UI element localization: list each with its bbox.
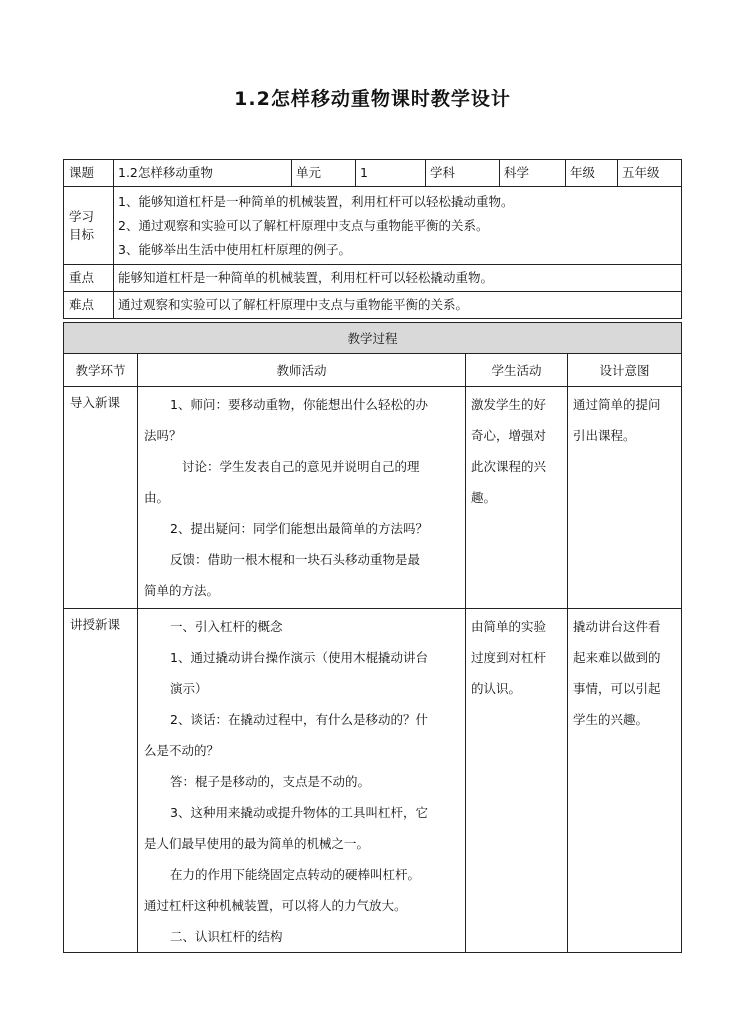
goals-label: [64, 187, 114, 265]
teacher-line: 是人们最早使用的最为简单的机械之一。: [144, 836, 370, 851]
teacher-activity-cell: [138, 609, 466, 953]
teacher-line: 答：棍子是移动的，支点是不动的。: [170, 774, 371, 789]
student-line: 此次课程的兴: [471, 459, 547, 474]
student-line: 奇心，增强对: [471, 428, 547, 443]
intent-line: 起来难以做到的: [573, 650, 661, 665]
teacher-line: 2、谈话：在撬动过程中，有什么是移动的？什: [170, 712, 428, 727]
unit-value: 1: [356, 160, 426, 187]
info-table: [63, 159, 682, 319]
stage-cell: 讲授新课: [64, 609, 138, 953]
grade-value: 五年级: [618, 160, 682, 187]
teacher-line: 2、提出疑问：同学们能想出最简单的方法吗？: [170, 521, 428, 536]
difficulty-label: 难点: [64, 292, 114, 319]
stage-cell: 导入新课: [64, 387, 138, 609]
intent-line: 学生的兴趣。: [573, 712, 649, 727]
goals-label-line-1: 学习: [69, 208, 95, 224]
teacher-line: 二、认识杠杆的结构: [170, 929, 283, 944]
teacher-line: 法吗？: [144, 428, 182, 443]
student-line: 的认识。: [471, 681, 522, 696]
teacher-line: 么是不动的？: [144, 743, 220, 758]
table-row: [64, 387, 682, 609]
student-line: 由简单的实验: [471, 619, 547, 634]
goals-label-line-2: 目标: [69, 226, 95, 242]
student-activity-cell: [466, 387, 568, 609]
lesson-label: 课题: [64, 160, 114, 187]
goals-list: [114, 187, 682, 265]
teacher-line: 讨论：学生发表自己的意见并说明自己的理: [182, 459, 420, 474]
student-line: 趣。: [471, 490, 497, 505]
header-teacher: 教师活动: [138, 354, 466, 387]
intent-line: 事情，可以引起: [573, 681, 661, 696]
unit-label: 单元: [292, 160, 356, 187]
subject-value: 科学: [500, 160, 566, 187]
header-stage: 教学环节: [64, 354, 138, 387]
process-table: [63, 322, 682, 953]
subject-label: 学科: [426, 160, 500, 187]
difficulty-value: 通过观察和实验可以了解杠杆原理中支点与重物能平衡的关系。: [114, 292, 682, 319]
intent-line: 撬动讲台这件看: [573, 619, 661, 634]
teacher-line: 1、通过撬动讲台操作演示（使用木棍撬动讲台: [170, 650, 428, 665]
goal-item: 1、能够知道杠杆是一种简单的机械装置，利用杠杆可以轻松撬动重物。: [118, 193, 514, 209]
key-point-label: 重点: [64, 265, 114, 292]
teacher-line: 反馈：借助一根木棍和一块石头移动重物是最: [170, 552, 421, 567]
teacher-line: 一、引入杠杆的概念: [170, 619, 283, 634]
teacher-line: 由。: [144, 490, 170, 505]
lesson-value: 1.2怎样移动重物: [114, 160, 292, 187]
teacher-line: 演示）: [170, 681, 208, 696]
grade-label: 年级: [566, 160, 618, 187]
key-point-value: 能够知道杠杆是一种简单的机械装置，利用杠杆可以轻松撬动重物。: [114, 265, 682, 292]
design-intent-cell: [568, 609, 682, 953]
page-title: 1.2怎样移动重物课时教学设计: [234, 88, 511, 110]
teacher-activity-cell: [138, 387, 466, 609]
goal-item: 3、能够举出生活中使用杠杆原理的例子。: [118, 241, 351, 257]
student-line: 过度到对杠杆: [471, 650, 547, 665]
process-banner: 教学过程: [64, 323, 682, 354]
teacher-line: 简单的方法。: [144, 583, 220, 598]
teacher-line: 3、这种用来撬动或提升物体的工具叫杠杆，它: [170, 805, 428, 820]
table-row: [64, 609, 682, 953]
teacher-line: 通过杠杆这种机械装置，可以将人的力气放大。: [144, 898, 407, 913]
design-intent-cell: [568, 387, 682, 609]
header-student: 学生活动: [466, 354, 568, 387]
student-line: 激发学生的好: [471, 397, 547, 412]
header-intent: 设计意图: [568, 354, 682, 387]
teacher-line: 1、师问：要移动重物，你能想出什么轻松的办: [170, 397, 428, 412]
teacher-line: 在力的作用下能绕固定点转动的硬棒叫杠杆。: [170, 867, 421, 882]
student-activity-cell: [466, 609, 568, 953]
goal-item: 2、通过观察和实验可以了解杠杆原理中支点与重物能平衡的关系。: [118, 217, 489, 233]
intent-line: 引出课程。: [573, 428, 636, 443]
intent-line: 通过简单的提问: [573, 397, 661, 412]
